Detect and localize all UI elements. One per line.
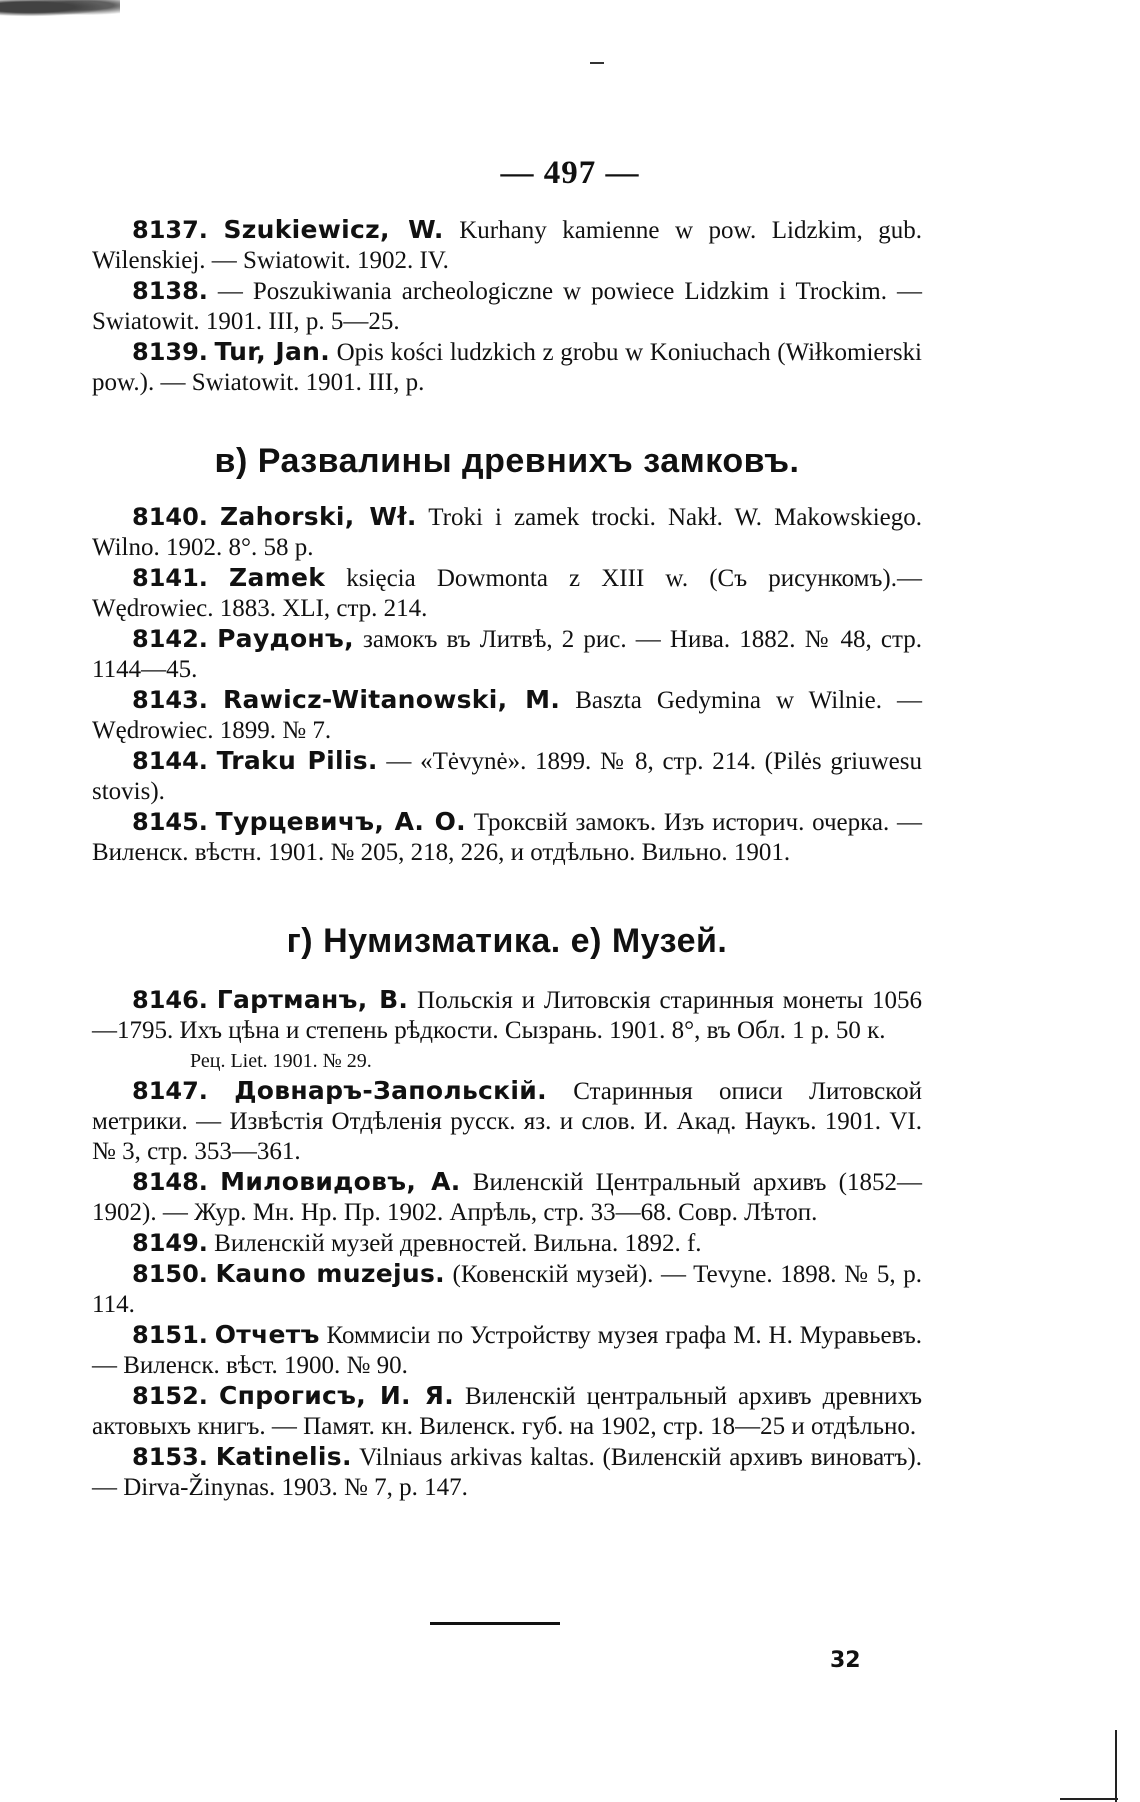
entry-text: (Ковенскій музей). — Tevyne. 1898. № 5, p. 114.: [92, 1261, 923, 1318]
entry-number: 8140.: [132, 503, 208, 531]
bibliography-entry: [92, 502, 922, 563]
entry-author: Турцевичъ, А. О.: [215, 807, 466, 836]
entry-number: 8146.: [132, 986, 208, 1014]
footer-rule: [430, 1622, 560, 1625]
entry-text: — «Tėvynė». 1899. № 8, стр. 214. (Pilės griuwesu stovis).: [92, 748, 922, 805]
entry-text: — Poszukiwania archeologiczne w powiece Lidzkim i Trockim. — Swiatowit. 1901. III, p. 5—25.: [92, 278, 922, 335]
bibliography-entry: [92, 1442, 922, 1503]
bibliography-entry: [92, 1259, 922, 1320]
entry-text: Kurhany kamienne w pow. Lidzkim, gub. Wilenskiej. — Swiatowit. 1902. IV.: [92, 217, 922, 274]
entry-number: 8149.: [132, 1229, 208, 1257]
entry-text: Польскія и Литовскія старинныя монеты 1056—1795. Ихъ цѣна и степень рѣдкости. Сызрань. 1901. 8°, въ Обл. 1 р. 50 к.: [92, 987, 922, 1044]
entry-number: 8145.: [132, 808, 208, 836]
entry-text: Коммисіи по Устройству музея графа М. Н. Муравьевъ. — Виленск. вѣст. 1900. № 90.: [92, 1322, 923, 1379]
entry-author: Zamek: [229, 563, 326, 592]
bibliography-entry: [92, 276, 922, 337]
entry-author: Rawicz-Witanowski, M.: [222, 685, 561, 714]
entry-author: Szukiewicz, W.: [223, 215, 444, 244]
section-heading: в) Развалины древнихъ замковъ.: [214, 442, 800, 480]
entry-text: Opis kości ludzkich z grobu w Koniuchach (Wiłkomierski pow.). — Swiatowit. 1901. III, p.: [92, 339, 922, 396]
entry-text: księcia Dowmonta z XIII w. (Съ рисункомъ).— Wędrowiec. 1883. XLI, стр. 214.: [92, 565, 922, 622]
bibliography-entry: [92, 624, 922, 685]
entry-text: Виленскій музей древностей. Вильна. 1892. f.: [207, 1230, 702, 1257]
section-numismatics-museums: [92, 985, 922, 1503]
section-archaeology: [92, 215, 922, 398]
bibliography-entry: [92, 1320, 922, 1381]
scan-edge: [1115, 1730, 1117, 1802]
entry-text: Виленскій Центральный архивъ (1852—1902). — Жур. Мн. Нр. Пр. 1902. Апрѣль, стр. 33—68. Совр. Лѣтоп.: [92, 1169, 922, 1226]
scan-mark: [590, 62, 604, 64]
section-heading: г) Нумизматика. е) Музей.: [286, 922, 728, 960]
entry-author: Tur, Jan.: [214, 337, 331, 366]
scan-edge: [1060, 1798, 1118, 1800]
bibliography-entry: [92, 1228, 922, 1259]
section-castles: [92, 502, 922, 868]
signature-mark: 32: [830, 1648, 861, 1673]
entry-number: 8151.: [132, 1321, 208, 1349]
entry-number: 8143.: [132, 686, 208, 714]
entry-text: замокъ въ Литвѣ, 2 рис. — Нива. 1882. № 48, стр. 1144—45.: [92, 626, 922, 683]
bibliography-entry: [92, 807, 922, 868]
entry-author: Traku Pilis.: [216, 746, 378, 775]
entry-number: 8138.: [132, 277, 208, 305]
entry-text: Vilniaus arkivas kaltas. (Виленскій архивъ виноватъ). — Dirva-Žinynas. 1903. № 7, p. 147.: [92, 1444, 923, 1501]
entry-number: 8142.: [132, 625, 208, 653]
entry-text: Старинныя описи Литовской метрики. — Извѣстія Отдѣленія русск. яз. и слов. И. Акад. Наукъ. 1901. VI. № 3, стр. 353—361.: [92, 1078, 922, 1165]
bibliography-entry: [92, 985, 922, 1046]
entry-text: Виленскій центральный архивъ древнихъ актовыхъ книгъ. — Памят. кн. Виленск. губ. на 1902, стр. 18—25 и отдѣльно.: [92, 1383, 923, 1440]
entry-author: Спрогисъ, И. Я.: [218, 1381, 454, 1410]
entry-author: Миловидовъ, А.: [220, 1167, 461, 1196]
entry-author: Раудонъ,: [217, 624, 354, 653]
bibliography-entry: [92, 746, 922, 807]
entry-text: Троксвій замокъ. Изъ историч. очерка. — Виленск. вѣстн. 1901. № 205, 218, 226, и отдѣльно. Вильно. 1901.: [92, 809, 922, 866]
section-heading-numismatics-wrap: [92, 922, 922, 960]
bibliography-entry: [92, 563, 922, 624]
entry-number: 8153.: [132, 1443, 208, 1471]
entry-number: 8148.: [132, 1168, 208, 1196]
bibliography-entry: [92, 337, 922, 398]
bibliography-entry: [92, 685, 922, 746]
entry-number: 8139.: [132, 338, 208, 366]
entry-text: Troki i zamek trocki. Nakł. W. Makowskiego. Wilno. 1902. 8°. 58 p.: [92, 504, 922, 561]
entry-number: 8150.: [132, 1260, 208, 1288]
entry-author: Zahorski, Wł.: [220, 502, 417, 531]
bibliography-entry: [92, 1381, 922, 1442]
entry-number: 8144.: [132, 747, 208, 775]
entry-author: Kauno muzejus.: [215, 1259, 445, 1288]
bibliography-entry: [92, 215, 922, 276]
entry-number: 8152.: [132, 1382, 208, 1410]
entry-author: Гартманъ, В.: [216, 985, 409, 1014]
entry-author: Отчетъ: [214, 1320, 320, 1349]
entry-author: Довнаръ-Запольскій.: [234, 1076, 547, 1105]
review-note: Рец. Liet. 1901. № 29.: [190, 1050, 372, 1072]
section-heading-castles-wrap: [92, 442, 922, 480]
bibliography-entry: [92, 1076, 922, 1167]
entry-author: Katinelis.: [215, 1442, 352, 1471]
scan-artifact: [0, 0, 120, 18]
page-number: — 497 —: [500, 155, 640, 191]
entry-number: 8137.: [132, 216, 208, 244]
entry-number: 8147.: [132, 1077, 208, 1105]
bibliography-entry: [92, 1167, 922, 1228]
entry-number: 8141.: [132, 564, 208, 592]
entry-text: Baszta Gedymina w Wilnie. — Wędrowiec. 1899. № 7.: [92, 687, 922, 744]
